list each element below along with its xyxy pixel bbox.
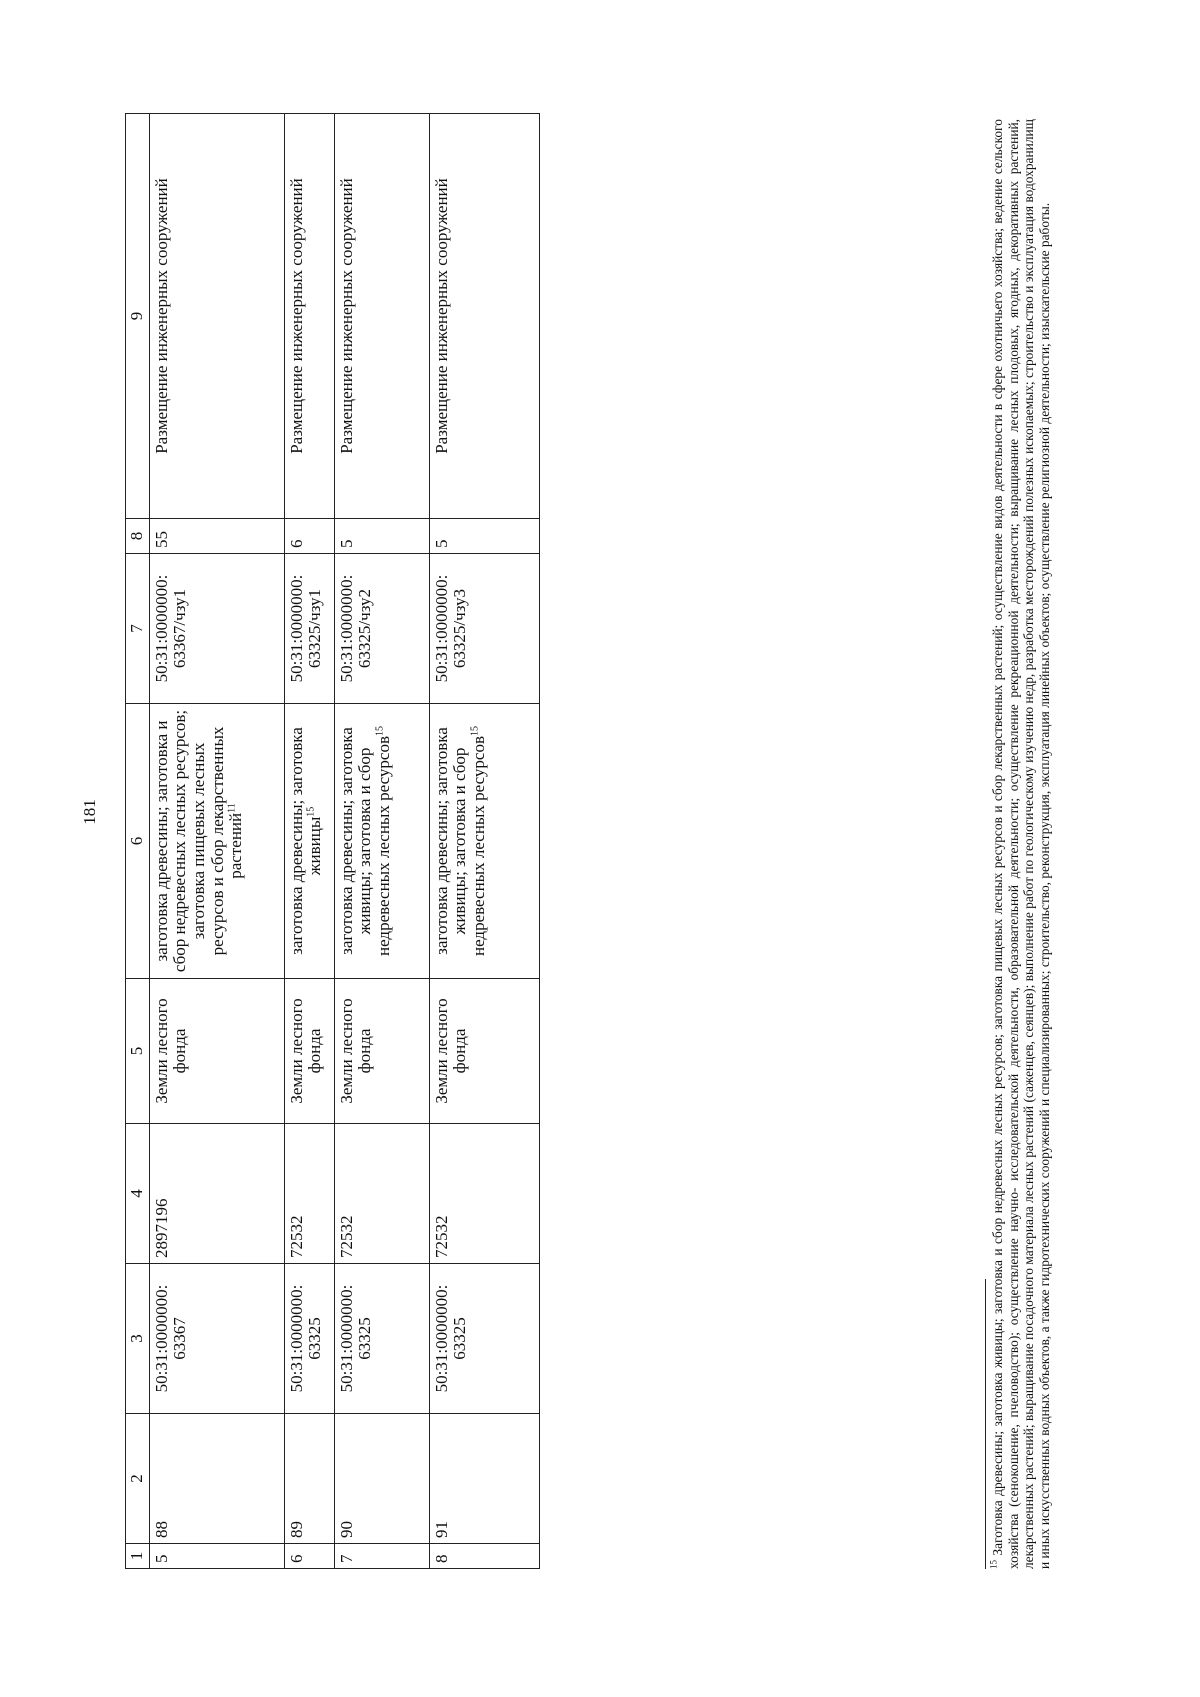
- row-number: 6: [284, 1544, 334, 1569]
- table-row: [149, 114, 284, 1569]
- cadastral-quarter: 50:31:0000000:: [336, 1284, 356, 1393]
- column-header: 2: [126, 1414, 150, 1544]
- part-area-value: 5: [334, 519, 429, 554]
- land-category: Земли лесного фонда: [429, 979, 539, 1124]
- permitted-use: [284, 704, 334, 979]
- area-value: 72532: [284, 1124, 334, 1264]
- part-cadastral-number: [334, 554, 429, 704]
- purpose: Размещение инженерных сооружений: [284, 114, 334, 519]
- land-category: Земли лесного фонда: [149, 979, 284, 1124]
- cadastral-number: [429, 1264, 539, 1414]
- column-header: 8: [126, 519, 150, 554]
- part-area-value: 5: [429, 519, 539, 554]
- purpose: Размещение инженерных сооружений: [429, 114, 539, 519]
- part-cadastral-suffix: 63325/чзу2: [355, 588, 375, 669]
- plot-number: 91: [429, 1414, 539, 1544]
- footnote-ref: 15: [374, 726, 386, 737]
- part-cadastral-quarter: 50:31:0000000:: [336, 574, 356, 683]
- cadastral-number: [334, 1264, 429, 1414]
- row-number: 7: [334, 1544, 429, 1569]
- plot-number: 89: [284, 1414, 334, 1544]
- row-number: 8: [429, 1544, 539, 1569]
- cadastral-number: [149, 1264, 284, 1414]
- land-plots-table: [125, 113, 540, 1569]
- part-cadastral-number: [149, 554, 284, 704]
- land-category: Земли лесного фонда: [284, 979, 334, 1124]
- area-value: 2897196: [149, 1124, 284, 1264]
- cadastral-suffix: 63325: [305, 1317, 325, 1360]
- column-header: 4: [126, 1124, 150, 1264]
- part-cadastral-quarter: 50:31:0000000:: [151, 574, 171, 683]
- part-cadastral-suffix: 63325/чзу3: [450, 588, 470, 669]
- footnote-ref: 15: [469, 726, 481, 737]
- permitted-use-text: заготовка древесины; заготовка живицы; заготовка и сбор недревесных лесных ресурсов: [431, 727, 489, 956]
- plot-number: 88: [149, 1414, 284, 1544]
- column-header: 5: [126, 979, 150, 1124]
- purpose: Размещение инженерных сооружений: [149, 114, 284, 519]
- permitted-use-text: заготовка древесины; заготовка живицы; заготовка и сбор недревесных лесных ресурсов: [336, 727, 394, 956]
- cadastral-quarter: 50:31:0000000:: [151, 1284, 171, 1393]
- area-value: 72532: [429, 1124, 539, 1264]
- cadastral-number: [284, 1264, 334, 1414]
- part-area-value: 55: [149, 519, 284, 554]
- permitted-use: [429, 704, 539, 979]
- part-cadastral-suffix: 63325/чзу1: [305, 588, 325, 669]
- footnote-separator: [985, 1279, 986, 1569]
- purpose: Размещение инженерных сооружений: [334, 114, 429, 519]
- permitted-use-text: заготовка древесины; заготовка и сбор недревесных лесных ресурсов; заготовка пищевых лесных ресурсов и сбор лекарственных растений: [151, 709, 246, 973]
- cadastral-suffix: 63367: [170, 1317, 190, 1360]
- part-cadastral-number: [429, 554, 539, 704]
- part-cadastral-quarter: 50:31:0000000:: [286, 574, 306, 683]
- permitted-use-text: заготовка древесины; заготовка живицы: [286, 727, 325, 955]
- column-header: 7: [126, 554, 150, 704]
- column-header: 3: [126, 1264, 150, 1414]
- column-header: 6: [126, 704, 150, 979]
- permitted-use: [149, 704, 284, 979]
- footnote: [990, 119, 1052, 1569]
- row-number: 5: [149, 1544, 284, 1569]
- footnote-text: Заготовка древесины; заготовка живицы; заготовка и сбор недревесных лесных ресурсов; заготовка пищевых лесных ресурсов и сбор лекарственных растений; осуществление видов деятельности в сфере охотничьего хозяйства; ведение сельского хозяйства (сенокошение, пчеловодство); осуществление научно- исследовательской деятельности, образовательной деятельности; осуществление рекреационной деятельности; выращивание лесных плодовых, ягодных, декоративных растений, лекарственных растений; выращивание посадочного материала лесных растений (саженцев, сеянцев); выполнение работ по геологическому изучению недр, разработка месторождений полезных ископаемых; строительство и эксплуатация водохранилищ и иных искусственных водных объектов, а также гидротехнических сооружений и специализированных; строительство, реконструкция, эксплуатация линейных объектов; осуществление религиозной деятельности; изыскательские работы.: [990, 119, 1052, 1569]
- cadastral-suffix: 63325: [450, 1317, 470, 1360]
- footnote-ref: 15: [305, 806, 317, 817]
- part-area-value: 6: [284, 519, 334, 554]
- table-row: [284, 114, 334, 1569]
- land-category: Земли лесного фонда: [334, 979, 429, 1124]
- table-header-row: [126, 114, 150, 1569]
- cadastral-suffix: 63325: [355, 1317, 375, 1360]
- column-header: 1: [126, 1544, 150, 1569]
- table-row: [334, 114, 429, 1569]
- permitted-use: [334, 704, 429, 979]
- cadastral-quarter: 50:31:0000000:: [431, 1284, 451, 1393]
- area-value: 72532: [334, 1124, 429, 1264]
- page-number: 181: [80, 799, 99, 825]
- table-row: [429, 114, 539, 1569]
- plot-number: 90: [334, 1414, 429, 1544]
- column-header: 9: [126, 114, 150, 519]
- cadastral-quarter: 50:31:0000000:: [286, 1284, 306, 1393]
- footnote-marker: 15: [988, 1560, 999, 1569]
- footnote-ref: 11: [226, 803, 238, 813]
- part-cadastral-suffix: 63367/чзу1: [170, 588, 190, 669]
- part-cadastral-number: [284, 554, 334, 704]
- part-cadastral-quarter: 50:31:0000000:: [431, 574, 451, 683]
